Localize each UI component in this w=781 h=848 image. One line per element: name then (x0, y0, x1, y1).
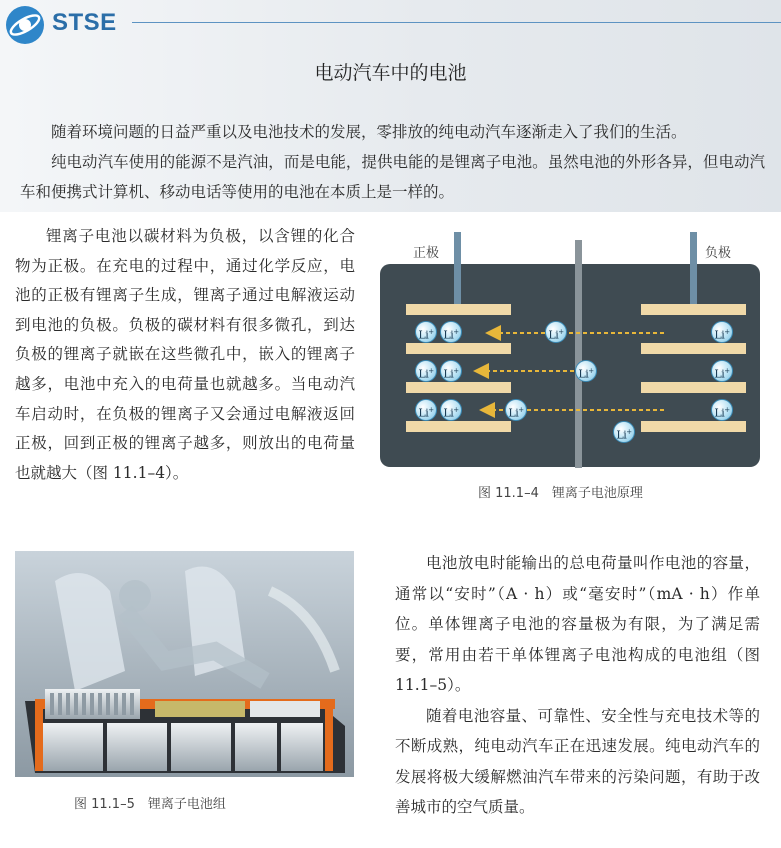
positive-plate (406, 421, 511, 432)
positive-label: 正极 (413, 246, 440, 261)
lithium-ion-icon: Li+ (711, 399, 733, 421)
page-title: 电动汽车中的电池 (314, 62, 467, 84)
lithium-ion-icon: Li+ (613, 421, 635, 443)
right-column-text (395, 548, 760, 823)
negative-plate (641, 382, 746, 393)
left-column-text (15, 222, 355, 488)
lithium-ion-icon: Li+ (415, 360, 437, 382)
lithium-ion-icon: Li+ (440, 399, 462, 421)
intro-paragraph-1: 随着环境问题的日益严重以及电池技术的发展，零排放的纯电动汽车逐渐走入了我们的生活。 (51, 123, 687, 141)
negative-label: 负极 (705, 246, 732, 261)
intro-text (20, 117, 765, 207)
lithium-ion-icon: Li+ (415, 321, 437, 343)
lithium-ion-icon: Li+ (575, 360, 597, 382)
section-tag: STSE (52, 9, 117, 36)
positive-plate (406, 382, 511, 393)
battery-pack-photo (15, 551, 354, 777)
lithium-ion-icon: Li+ (711, 360, 733, 382)
figure-2-caption: 图 11.1–5 锂离子电池组 (74, 797, 226, 812)
header-rule (132, 22, 781, 23)
right-paragraph-1: 电池放电时能输出的总电荷量叫作电池的容量，通常以“安时”（A · h）或“毫安时”（mA · h）作单位。单体锂离子电池的容量极为有限，为了满足需要，常用由若干单体锂离子电池构成的电池组（图 11.1–5）。 (395, 554, 760, 694)
negative-plate (641, 304, 746, 315)
negative-electrode (690, 232, 697, 312)
battery-diagram (379, 232, 760, 468)
stse-logo-icon (6, 6, 44, 44)
lithium-ion-icon: Li+ (415, 399, 437, 421)
positive-plate (406, 343, 511, 354)
positive-electrode (454, 232, 461, 312)
lithium-ion-icon: Li+ (440, 360, 462, 382)
figure-1-caption: 图 11.1–4 锂离子电池原理 (478, 486, 643, 501)
lithium-ion-icon: Li+ (711, 321, 733, 343)
battery-panel (380, 264, 760, 467)
negative-plate (641, 421, 746, 432)
lithium-ion-icon: Li+ (545, 321, 567, 343)
left-paragraph-1: 锂离子电池以碳材料为负极，以含锂的化合物为正极。在充电的过程中，通过化学反应，电池的正极有锂离子生成，锂离子通过电解液运动到电池的负极。负极的碳材料有很多微孔，到达负极的锂离子就嵌在这些微孔中，嵌入的锂离子越多，电池中充入的电荷量也就越多。当电动汽车启动时，在负极的锂离子又会通过电解液返回正极，回到正极的锂离子越多，则放出的电荷量也就越大（图 11.1–4）。 (15, 227, 355, 482)
negative-plate (641, 343, 746, 354)
positive-plate (406, 304, 511, 315)
separator (575, 240, 582, 468)
lithium-ion-icon: Li+ (505, 399, 527, 421)
lithium-ion-icon: Li+ (440, 321, 462, 343)
right-paragraph-2: 随着电池容量、可靠性、安全性与充电技术等的不断成熟，纯电动汽车正在迅速发展。纯电动汽车的发展将极大缓解燃油汽车带来的污染问题，有助于改善城市的空气质量。 (395, 706, 760, 816)
intro-paragraph-2: 纯电动汽车使用的能源不是汽油，而是电能，提供电能的是锂离子电池。虽然电池的外形各异，但电动汽车和便携式计算机、移动电话等使用的电池在本质上是一样的。 (20, 153, 765, 201)
